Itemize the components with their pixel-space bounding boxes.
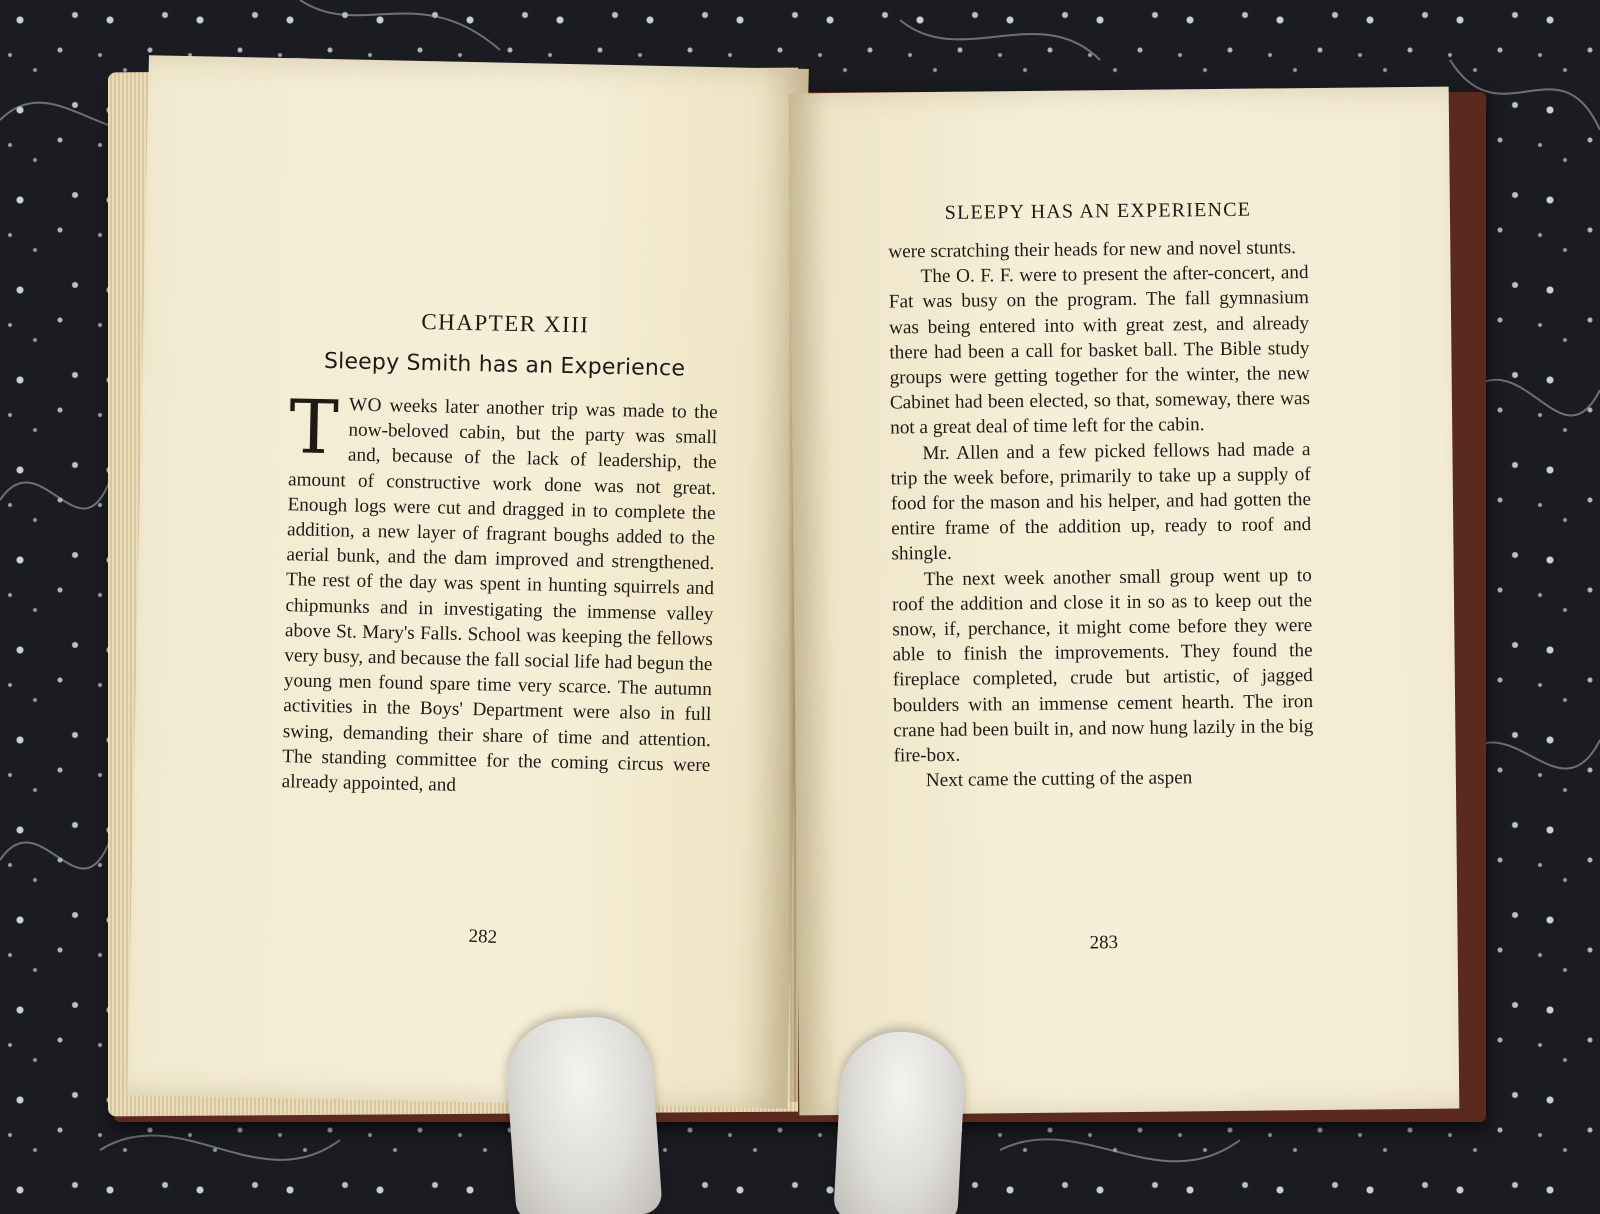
page-number-left: 282	[468, 925, 498, 948]
right-page	[789, 87, 1460, 1116]
right-paragraph: Mr. Allen and a few picked fellows had made a trip the week before, primarily to take up a supply of food for the mason and his helper, and had gotten the entire frame of the addition up, ready to roof and shingle.	[890, 438, 1312, 565]
open-book	[108, 62, 1486, 1122]
gloved-finger-right	[833, 1029, 967, 1214]
right-paragraph: Next came the cutting of the aspen	[925, 767, 1193, 792]
left-page	[127, 55, 809, 1109]
paragraph-text: weeks later another trip was made to the now-beloved cabin, but the party was small and, because of the lack of leadership, the amount of constructive work done was not great. Enough logs were cut and dragged in to complete the addition, a new layer of fragrant boughs added to the aerial bunk, and the dam improved and strengthened. The rest of the day was spent in hunting squirrels and chipmunks and in investigating the immense valley above St. Mary's Falls. School was keeping the fellows very busy, and because the fall social life had begun the young men found spare time very scarce. The autumn activities in the Boys' Department were also in full swing, demanding their share of time and attention. The standing committee for the coming circus were already appointed, and	[281, 395, 718, 796]
right-paragraph: The next week another small group went up to roof the addition and close it in so as to keep out the snow, if, perchance, it might come before they were able to finish the improvements. They found the fireplace completed, crude but artistic, of jagged boulders with an immense cement hearth. The iron crane had been built in, and now hung lazily in the big fire-box.	[891, 564, 1314, 767]
gloved-finger-left	[503, 1013, 663, 1214]
chapter-title: Sleepy Smith has an Experience	[323, 348, 686, 382]
chapter-number: CHAPTER XIII	[421, 308, 590, 338]
right-page-text	[888, 198, 1314, 794]
first-word-rest: WO	[348, 394, 383, 417]
right-paragraph: were scratching their heads for new and novel stunts.	[888, 237, 1297, 263]
page-number-right: 283	[1089, 931, 1119, 954]
running-head: SLEEPY HAS AN EXPERIENCE	[944, 198, 1252, 224]
left-page-text	[282, 306, 720, 803]
drop-cap: T	[288, 384, 340, 472]
left-paragraph	[281, 384, 718, 803]
right-paragraph: The O. F. F. were to present the after-concert, and Fat was busy on the program. The fall gymnasium was being entered into with great zest, and already there had been a call for basket ball. The Bible study groups were getting together for the winter, the new Cabinet had been elected, so that, someway, there was not a great deal of time left for the cabin.	[888, 262, 1311, 439]
